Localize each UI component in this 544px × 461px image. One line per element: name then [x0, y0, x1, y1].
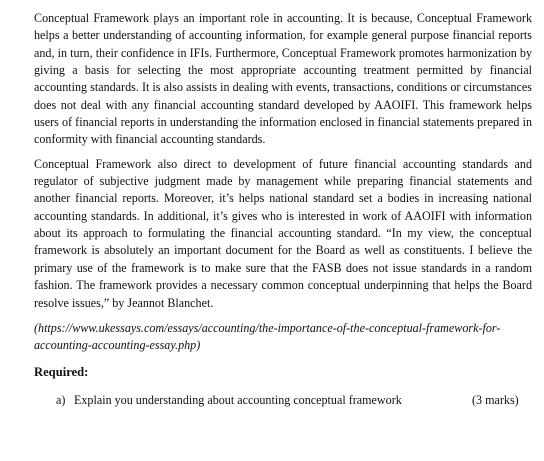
question-marks: (3 marks)	[472, 392, 519, 407]
question-item	[34, 392, 532, 409]
required-heading: Required:	[34, 364, 89, 379]
question-label: a)	[56, 392, 66, 407]
question-text: Explain you understanding about accounting conceptual framework	[74, 392, 402, 407]
document-page	[34, 10, 532, 409]
citation-url: (https://www.ukessays.com/essays/accounting/the-importance-of-the-conceptual-framework-for-accounting-accounting-essay.php)	[34, 320, 501, 353]
paragraph-2: Conceptual Framework also direct to development of future financial accounting standards and regulator of subjective judgment made by management while preparing financial statements and another financial reports. Moreover, it’s helps national standard set a bodies in increasing national accounting standards. In additional, it’s gives who is interested in work of AAOIFI with information about its approach to formulating the financial accounting standard. “In my view, the conceptual framework is absolutely an important document for the Board as well as constituents. I believe the primary use of the framework is to make sure that the FASB does not issue standards in a random fashion. The framework provides a necessary common conceptual underpinning that helps the Board resolve issues,” by Jeannot Blanchet.	[34, 156, 532, 310]
paragraph-1: Conceptual Framework plays an important role in accounting. It is because, Conceptual Framework helps a better understanding of accounting information, for example general purpose financial reports and, in turn, their confidence in IFIs. Furthermore, Conceptual Framework promotes harmonization by giving a basis for selecting the most appropriate accounting treatment permitted by financial accounting standards. It is also assists in dealing with events, transactions, conditions or circumstances does not deal with any financial accounting standard developed by AAOIFI. This framework helps users of financial reports in understanding the information enclosed in financial statements prepared in conformity with financial accounting standards.	[34, 11, 532, 147]
